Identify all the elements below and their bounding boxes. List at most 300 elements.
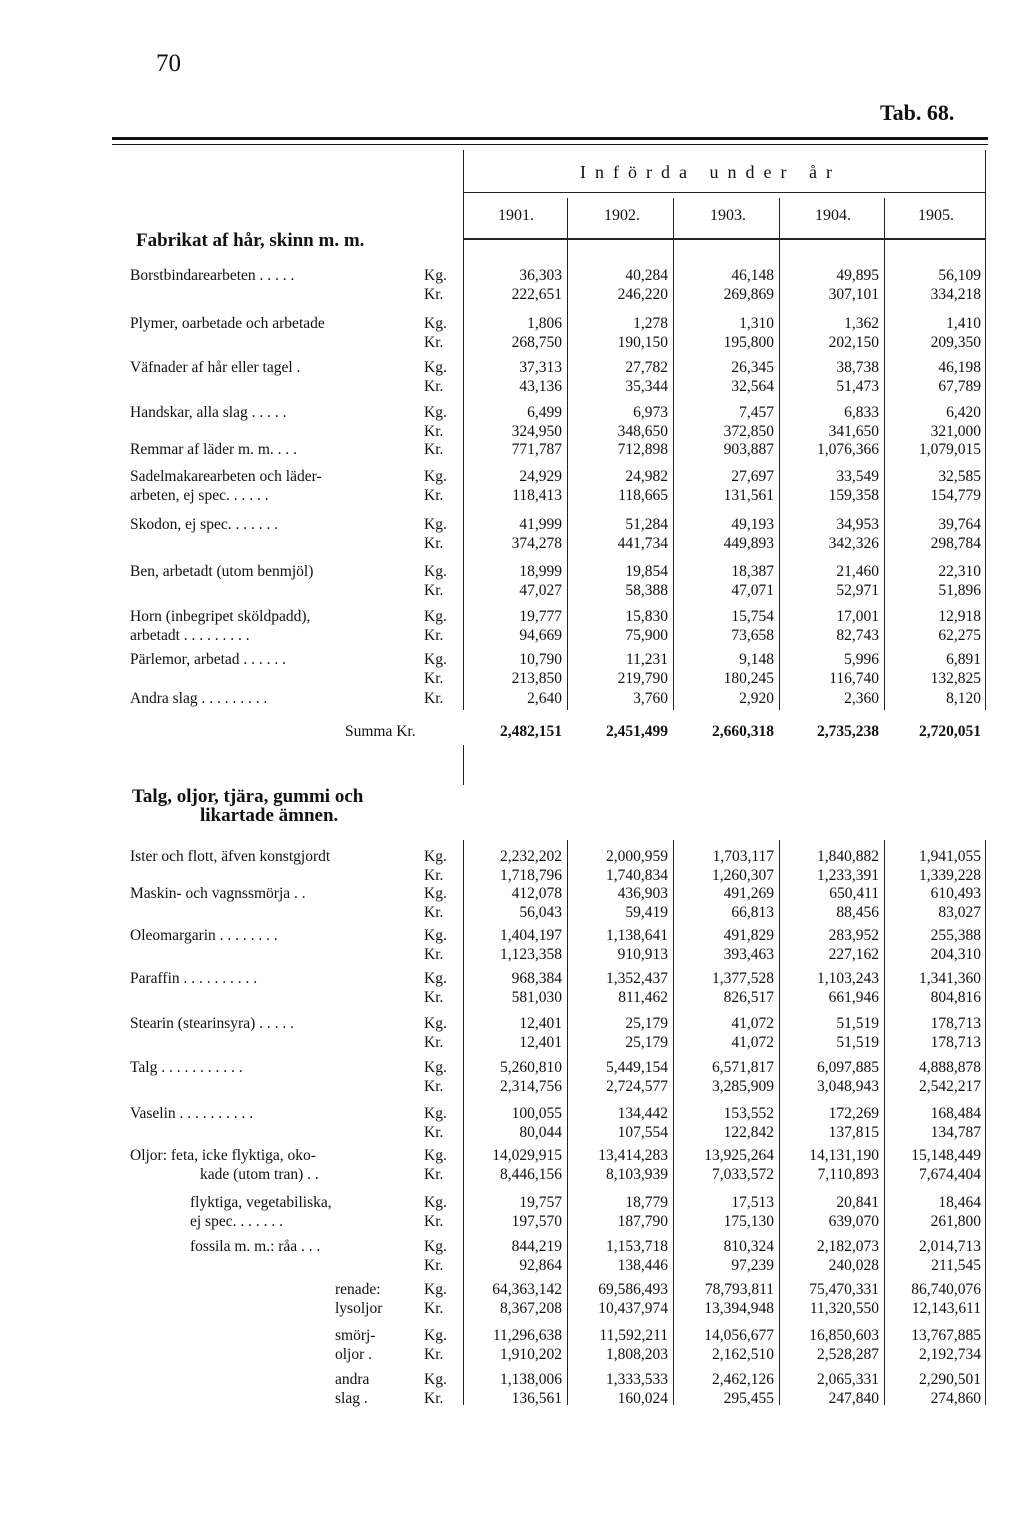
table-cell: 14,029,915 xyxy=(492,1147,562,1164)
table-cell: 41,999 xyxy=(519,516,562,533)
table-cell: 412,078 xyxy=(511,885,562,902)
row-label: Paraffin . . . . . . . . . . xyxy=(130,970,258,987)
year-header: 1903. xyxy=(710,207,746,224)
table-cell: 1,941,055 xyxy=(919,848,981,865)
table-cell: 43,136 xyxy=(519,378,562,395)
table-cell: 51,519 xyxy=(836,1034,879,1051)
table-cell: 190,150 xyxy=(617,334,668,351)
table-cell: 4,888,878 xyxy=(919,1059,981,1076)
table-cell: 46,198 xyxy=(938,359,981,376)
table-cell: 1,362 xyxy=(844,315,879,332)
table-cell: 342,326 xyxy=(828,535,879,552)
table-cell: 34,953 xyxy=(836,516,879,533)
table-cell: 51,896 xyxy=(938,582,981,599)
table-cell: 41,072 xyxy=(731,1015,774,1032)
table-cell: 14,056,677 xyxy=(704,1327,774,1344)
table-cell: 1,079,015 xyxy=(919,441,981,458)
table-cell: 180,245 xyxy=(723,670,774,687)
table-cell: 35,344 xyxy=(625,378,668,395)
unit-label: Kr. xyxy=(424,867,444,884)
table-cell: 86,740,076 xyxy=(911,1281,981,1298)
table-cell: 5,996 xyxy=(844,651,879,668)
table-cell: 66,813 xyxy=(731,904,774,921)
table-cell: 2,232,202 xyxy=(500,848,562,865)
table-cell: 107,554 xyxy=(617,1124,668,1141)
table-cell: 491,829 xyxy=(723,927,774,944)
table-cell: 69,586,493 xyxy=(598,1281,668,1298)
table-cell: 187,790 xyxy=(617,1213,668,1230)
table-cell: 82,743 xyxy=(836,627,879,644)
table-cell: 21,460 xyxy=(836,563,879,580)
table-cell: 40,284 xyxy=(625,267,668,284)
unit-label: Kr. xyxy=(424,1300,444,1317)
table-cell: 1,718,796 xyxy=(500,867,562,884)
table-cell: 47,071 xyxy=(731,582,774,599)
row-label: smörj- xyxy=(335,1327,376,1344)
table-cell: 83,027 xyxy=(938,904,981,921)
table-cell: 10,790 xyxy=(519,651,562,668)
unit-label: Kg. xyxy=(424,608,447,625)
unit-label: Kg. xyxy=(424,468,447,485)
row-label: Väfnader af hår eller tagel . xyxy=(130,359,301,376)
row-label: oljor . xyxy=(335,1346,373,1363)
table-cell: 5,449,154 xyxy=(606,1059,668,1076)
unit-label: Kr. xyxy=(424,989,444,1006)
row-label: Sadelmakarearbeten och läder- xyxy=(130,468,322,485)
table-cell: 12,918 xyxy=(938,608,981,625)
section-title: Talg, oljor, tjära, gummi och xyxy=(132,786,364,807)
header-bottom-rule xyxy=(463,238,985,240)
table-cell: 2,290,501 xyxy=(919,1371,981,1388)
table-cell: 17,513 xyxy=(731,1194,774,1211)
table-cell: 1,138,006 xyxy=(500,1371,562,1388)
table-cell: 295,455 xyxy=(723,1390,774,1407)
column-divider xyxy=(985,840,986,1405)
table-cell: 7,110,893 xyxy=(817,1166,879,1183)
table-cell: 41,072 xyxy=(731,1034,774,1051)
unit-label: Kr. xyxy=(424,334,444,351)
table-cell: 6,571,817 xyxy=(712,1059,774,1076)
table-cell: 8,367,208 xyxy=(500,1300,562,1317)
unit-label: Kr. xyxy=(424,1213,444,1230)
table-cell: 246,220 xyxy=(617,286,668,303)
unit-label: Kg. xyxy=(424,1059,447,1076)
table-cell: 122,842 xyxy=(723,1124,774,1141)
table-cell: 16,850,603 xyxy=(809,1327,879,1344)
table-cell: 172,269 xyxy=(828,1105,879,1122)
table-cell: 1,310 xyxy=(739,315,774,332)
table-cell: 195,800 xyxy=(723,334,774,351)
table-cell: 58,388 xyxy=(625,582,668,599)
table-cell: 178,713 xyxy=(930,1034,981,1051)
table-cell: 160,024 xyxy=(617,1390,668,1407)
unit-label: Kr. xyxy=(424,946,444,963)
unit-label: Kg. xyxy=(424,315,447,332)
unit-label: Kg. xyxy=(424,1327,447,1344)
table-cell: 581,030 xyxy=(511,989,562,1006)
unit-label: Kr. xyxy=(424,627,444,644)
table-cell: 3,760 xyxy=(633,690,668,707)
year-header: 1901. xyxy=(498,207,534,224)
table-cell: 491,269 xyxy=(723,885,774,902)
table-cell: 6,097,885 xyxy=(817,1059,879,1076)
table-cell: 15,148,449 xyxy=(911,1147,981,1164)
row-label: arbeten, ej spec. . . . . . xyxy=(130,487,269,504)
row-label: Horn (inbegripet sköldpadd), xyxy=(130,608,311,625)
table-cell: 1,333,533 xyxy=(606,1371,668,1388)
row-label: Stearin (stearinsyra) . . . . . xyxy=(130,1015,294,1032)
unit-label: Kr. xyxy=(424,1078,444,1095)
table-cell: 20,841 xyxy=(836,1194,879,1211)
table-cell: 8,120 xyxy=(946,690,981,707)
table-cell: 334,218 xyxy=(930,286,981,303)
table-cell: 449,893 xyxy=(723,535,774,552)
table-cell: 11,592,211 xyxy=(599,1327,668,1344)
table-cell: 15,754 xyxy=(731,608,774,625)
table-cell: 12,401 xyxy=(519,1015,562,1032)
table-cell: 298,784 xyxy=(930,535,981,552)
table-cell: 32,585 xyxy=(938,468,981,485)
table-cell: 441,734 xyxy=(617,535,668,552)
row-label: fossila m. m.: råa . . . xyxy=(190,1238,321,1255)
table-cell: 1,260,307 xyxy=(712,867,774,884)
table-cell: 274,860 xyxy=(930,1390,981,1407)
table-cell: 56,109 xyxy=(938,267,981,284)
table-cell: 75,470,331 xyxy=(809,1281,879,1298)
unit-label: Kg. xyxy=(424,1371,447,1388)
table-cell: 202,150 xyxy=(828,334,879,351)
table-cell: 13,394,948 xyxy=(704,1300,774,1317)
table-cell: 661,946 xyxy=(828,989,879,1006)
table-cell: 2,000,959 xyxy=(606,848,668,865)
table-cell: 118,665 xyxy=(618,487,668,504)
table-cell: 51,519 xyxy=(836,1015,879,1032)
table-cell: 255,388 xyxy=(930,927,981,944)
table-cell: 49,193 xyxy=(731,516,774,533)
table-cell: 2,360 xyxy=(844,690,879,707)
table-cell: 324,950 xyxy=(511,423,562,440)
table-cell: 92,864 xyxy=(519,1257,562,1274)
table-cell: 2,314,756 xyxy=(500,1078,562,1095)
column-divider xyxy=(463,745,464,785)
unit-label: Kr. xyxy=(424,904,444,921)
table-cell: 204,310 xyxy=(930,946,981,963)
table-cell: 247,840 xyxy=(828,1390,879,1407)
table-cell: 261,800 xyxy=(930,1213,981,1230)
table-cell: 22,310 xyxy=(938,563,981,580)
table-cell: 6,891 xyxy=(946,651,981,668)
table-cell: 240,028 xyxy=(828,1257,879,1274)
unit-label: Kr. xyxy=(424,441,444,458)
unit-label: Kr. xyxy=(424,286,444,303)
table-cell: 2,542,217 xyxy=(919,1078,981,1095)
table-cell: 37,313 xyxy=(519,359,562,376)
table-cell: 372,850 xyxy=(723,423,774,440)
table-cell: 11,231 xyxy=(625,651,668,668)
row-label: Ben, arbetadt (utom benmjöl) xyxy=(130,563,314,580)
table-cell: 159,358 xyxy=(828,487,879,504)
table-cell: 3,048,943 xyxy=(817,1078,879,1095)
table-cell: 7,674,404 xyxy=(919,1166,981,1183)
unit-label: Kg. xyxy=(424,563,447,580)
unit-label: Kr. xyxy=(424,1124,444,1141)
table-cell: 1,138,641 xyxy=(606,927,668,944)
column-divider xyxy=(985,150,986,710)
table-cell: 8,103,939 xyxy=(606,1166,668,1183)
page-number: 70 xyxy=(156,50,181,77)
unit-label: Kr. xyxy=(424,1257,444,1274)
table-cell: 1,806 xyxy=(527,315,562,332)
table-cell: 11,296,638 xyxy=(492,1327,562,1344)
unit-label: Kr. xyxy=(424,1390,444,1407)
total-value: 2,482,151 xyxy=(500,723,562,740)
table-cell: 1,076,366 xyxy=(817,441,879,458)
table-cell: 51,473 xyxy=(836,378,879,395)
table-cell: 32,564 xyxy=(731,378,774,395)
table-cell: 211,545 xyxy=(931,1257,981,1274)
unit-label: Kr. xyxy=(424,1034,444,1051)
table-cell: 136,561 xyxy=(511,1390,562,1407)
table-cell: 11,320,550 xyxy=(809,1300,879,1317)
table-cell: 7,457 xyxy=(739,404,774,421)
row-label: Remmar af läder m. m. . . . xyxy=(130,441,298,458)
table-cell: 18,999 xyxy=(519,563,562,580)
table-cell: 1,404,197 xyxy=(500,927,562,944)
table-cell: 5,260,810 xyxy=(500,1059,562,1076)
table-cell: 1,703,117 xyxy=(712,848,774,865)
table-cell: 62,275 xyxy=(938,627,981,644)
year-header: 1904. xyxy=(815,207,851,224)
row-label: Talg . . . . . . . . . . . xyxy=(130,1059,243,1076)
table-cell: 178,713 xyxy=(930,1015,981,1032)
table-cell: 153,552 xyxy=(723,1105,774,1122)
table-number: Tab. 68. xyxy=(880,100,955,125)
unit-label: Kr. xyxy=(424,535,444,552)
table-cell: 97,239 xyxy=(731,1257,774,1274)
unit-label: Kr. xyxy=(424,690,444,707)
unit-label: Kr. xyxy=(424,670,444,687)
table-cell: 2,182,073 xyxy=(817,1238,879,1255)
unit-label: Kr. xyxy=(424,1166,444,1183)
table-cell: 47,027 xyxy=(519,582,562,599)
table-cell: 2,462,126 xyxy=(712,1371,774,1388)
table-cell: 268,750 xyxy=(511,334,562,351)
table-cell: 393,463 xyxy=(723,946,774,963)
table-cell: 12,143,611 xyxy=(911,1300,981,1317)
table-cell: 19,757 xyxy=(519,1194,562,1211)
table-cell: 19,854 xyxy=(625,563,668,580)
table-cell: 6,420 xyxy=(946,404,981,421)
summa-label: Summa Kr. xyxy=(345,723,416,740)
table-cell: 33,549 xyxy=(836,468,879,485)
unit-label: Kr. xyxy=(424,378,444,395)
row-label: renade: xyxy=(335,1281,381,1298)
table-cell: 219,790 xyxy=(617,670,668,687)
table-cell: 6,973 xyxy=(633,404,668,421)
table-cell: 7,033,572 xyxy=(712,1166,774,1183)
table-cell: 2,065,331 xyxy=(817,1371,879,1388)
row-label: arbetadt . . . . . . . . . xyxy=(130,627,250,644)
table-cell: 1,103,243 xyxy=(817,970,879,987)
unit-label: Kg. xyxy=(424,404,447,421)
total-value: 2,660,318 xyxy=(712,723,774,740)
table-cell: 307,101 xyxy=(828,286,879,303)
unit-label: Kg. xyxy=(424,1105,447,1122)
table-cell: 213,850 xyxy=(511,670,562,687)
table-cell: 134,787 xyxy=(930,1124,981,1141)
table-cell: 75,900 xyxy=(625,627,668,644)
row-label: Borstbindarearbeten . . . . . xyxy=(130,267,295,284)
table-cell: 59,419 xyxy=(625,904,668,921)
table-cell: 13,925,264 xyxy=(704,1147,774,1164)
table-cell: 804,816 xyxy=(930,989,981,1006)
table-cell: 321,000 xyxy=(930,423,981,440)
table-cell: 1,740,834 xyxy=(606,867,668,884)
table-cell: 1,808,203 xyxy=(606,1346,668,1363)
table-cell: 131,561 xyxy=(723,487,774,504)
total-value: 2,451,499 xyxy=(606,723,668,740)
table-cell: 25,179 xyxy=(625,1034,668,1051)
table-cell: 154,779 xyxy=(930,487,981,504)
table-cell: 222,651 xyxy=(511,286,562,303)
table-cell: 2,162,510 xyxy=(712,1346,774,1363)
unit-label: Kg. xyxy=(424,651,447,668)
table-cell: 341,650 xyxy=(828,423,879,440)
table-cell: 1,123,358 xyxy=(500,946,562,963)
table-cell: 39,764 xyxy=(938,516,981,533)
table-cell: 64,363,142 xyxy=(492,1281,562,1298)
table-cell: 15,830 xyxy=(625,608,668,625)
table-cell: 227,162 xyxy=(828,946,879,963)
unit-label: Kg. xyxy=(424,1015,447,1032)
row-label: flyktiga, vegetabiliska, xyxy=(190,1194,332,1211)
table-cell: 1,341,360 xyxy=(919,970,981,987)
unit-label: Kg. xyxy=(424,1147,447,1164)
row-label: kade (utom tran) . . xyxy=(200,1166,319,1183)
table-cell: 118,413 xyxy=(512,487,562,504)
table-cell: 38,738 xyxy=(836,359,879,376)
table-cell: 2,640 xyxy=(527,690,562,707)
table-cell: 197,570 xyxy=(511,1213,562,1230)
table-cell: 1,339,228 xyxy=(919,867,981,884)
table-cell: 80,044 xyxy=(519,1124,562,1141)
table-cell: 94,669 xyxy=(519,627,562,644)
table-cell: 49,895 xyxy=(836,267,879,284)
table-cell: 269,869 xyxy=(723,286,774,303)
table-cell: 175,130 xyxy=(723,1213,774,1230)
table-cell: 13,414,283 xyxy=(598,1147,668,1164)
total-value: 2,720,051 xyxy=(919,723,981,740)
table-cell: 17,001 xyxy=(836,608,879,625)
table-cell: 27,782 xyxy=(625,359,668,376)
table-cell: 1,153,718 xyxy=(606,1238,668,1255)
table-cell: 2,528,287 xyxy=(817,1346,879,1363)
unit-label: Kr. xyxy=(424,487,444,504)
unit-label: Kg. xyxy=(424,359,447,376)
table-cell: 910,913 xyxy=(617,946,668,963)
table-cell: 712,898 xyxy=(617,441,668,458)
table-cell: 2,014,713 xyxy=(919,1238,981,1255)
table-cell: 374,278 xyxy=(511,535,562,552)
table-cell: 1,410 xyxy=(946,315,981,332)
year-header: 1902. xyxy=(604,207,640,224)
table-cell: 137,815 xyxy=(828,1124,879,1141)
unit-label: Kg. xyxy=(424,1238,447,1255)
table-cell: 826,517 xyxy=(723,989,774,1006)
unit-label: Kg. xyxy=(424,1281,447,1298)
table-cell: 650,411 xyxy=(829,885,879,902)
year-header: 1905. xyxy=(918,207,954,224)
table-cell: 6,833 xyxy=(844,404,879,421)
table-cell: 36,303 xyxy=(519,267,562,284)
table-cell: 1,278 xyxy=(633,315,668,332)
row-label: Oleomargarin . . . . . . . . xyxy=(130,927,278,944)
total-value: 2,735,238 xyxy=(817,723,879,740)
table-cell: 78,793,811 xyxy=(704,1281,774,1298)
unit-label: Kr. xyxy=(424,1346,444,1363)
row-label: Ister och flott, äfven konstgjordt xyxy=(130,848,331,865)
table-cell: 639,070 xyxy=(828,1213,879,1230)
unit-label: Kg. xyxy=(424,267,447,284)
unit-label: Kr. xyxy=(424,582,444,599)
table-cell: 27,697 xyxy=(731,468,774,485)
table-cell: 24,982 xyxy=(625,468,668,485)
table-cell: 903,887 xyxy=(723,441,774,458)
table-cell: 810,324 xyxy=(723,1238,774,1255)
table-cell: 51,284 xyxy=(625,516,668,533)
table-cell: 8,446,156 xyxy=(500,1166,562,1183)
row-label: Vaselin . . . . . . . . . . xyxy=(130,1105,254,1122)
table-cell: 26,345 xyxy=(731,359,774,376)
top-rule-thin xyxy=(112,144,988,145)
table-cell: 610,493 xyxy=(930,885,981,902)
section-title: Fabrikat af hår, skinn m. m. xyxy=(136,230,365,251)
table-cell: 811,462 xyxy=(618,989,668,1006)
table-cell: 1,352,437 xyxy=(606,970,668,987)
row-label: Oljor: feta, icke flyktiga, oko- xyxy=(130,1147,316,1164)
table-cell: 3,285,909 xyxy=(712,1078,774,1095)
row-label: Maskin- och vagnssmörja . . xyxy=(130,885,306,902)
row-label: slag . xyxy=(335,1390,368,1407)
table-cell: 134,442 xyxy=(617,1105,668,1122)
row-label: Pärlemor, arbetad . . . . . . xyxy=(130,651,287,668)
table-cell: 1,377,528 xyxy=(712,970,774,987)
table-cell: 132,825 xyxy=(930,670,981,687)
table-cell: 13,767,885 xyxy=(911,1327,981,1344)
table-cell: 12,401 xyxy=(519,1034,562,1051)
table-cell: 10,437,974 xyxy=(598,1300,668,1317)
unit-label: Kg. xyxy=(424,970,447,987)
table-cell: 52,971 xyxy=(836,582,879,599)
table-cell: 88,456 xyxy=(836,904,879,921)
row-label: lysoljor xyxy=(335,1300,383,1317)
table-cell: 100,055 xyxy=(511,1105,562,1122)
table-cell: 844,219 xyxy=(511,1238,562,1255)
table-cell: 9,148 xyxy=(739,651,774,668)
table-cell: 436,903 xyxy=(617,885,668,902)
table-cell: 18,779 xyxy=(625,1194,668,1211)
unit-label: Kg. xyxy=(424,516,447,533)
table-cell: 2,920 xyxy=(739,690,774,707)
table-cell: 25,179 xyxy=(625,1015,668,1032)
table-cell: 6,499 xyxy=(527,404,562,421)
table-cell: 19,777 xyxy=(519,608,562,625)
unit-label: Kg. xyxy=(424,848,447,865)
table-cell: 18,464 xyxy=(938,1194,981,1211)
row-label: ej spec. . . . . . . xyxy=(190,1213,283,1230)
section-title: likartade ämnen. xyxy=(200,805,339,826)
table-cell: 14,131,190 xyxy=(809,1147,879,1164)
